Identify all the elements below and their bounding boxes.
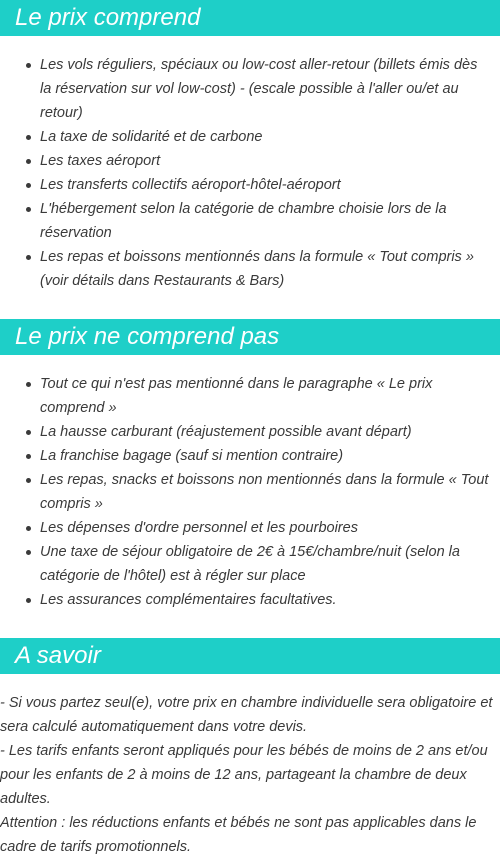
list-item: Les taxes aéroport bbox=[40, 149, 490, 173]
bullet-icon bbox=[26, 207, 31, 212]
included-list bbox=[0, 53, 500, 293]
section-included-title: Le prix comprend bbox=[0, 0, 500, 36]
bullet-icon bbox=[26, 478, 31, 483]
bullet-icon bbox=[26, 63, 31, 68]
info-paragraph: Attention : les réductions enfants et bébés ne sont pas applicables dans le cadre de tarifs promotionnels. bbox=[0, 815, 477, 855]
list-item: Une taxe de séjour obligatoire de 2€ à 15€/chambre/nuit (selon la catégorie de l'hôtel) est à régler sur place bbox=[40, 540, 490, 588]
bullet-icon bbox=[26, 550, 31, 555]
bullet-icon bbox=[26, 598, 31, 603]
section-excluded-title: Le prix ne comprend pas bbox=[0, 319, 500, 355]
list-item: Les vols réguliers, spéciaux ou low-cost aller-retour (billets émis dès la réservation sur vol low-cost) - (escale possible à l'aller ou/et au retour) bbox=[40, 53, 490, 125]
bullet-icon bbox=[26, 159, 31, 164]
list-item: Tout ce qui n'est pas mentionné dans le paragraphe « Le prix comprend » bbox=[40, 372, 490, 420]
bullet-icon bbox=[26, 430, 31, 435]
list-item: Les assurances complémentaires facultatives. bbox=[40, 588, 490, 612]
info-text bbox=[0, 691, 500, 859]
info-paragraph: - Si vous partez seul(e), votre prix en chambre individuelle sera obligatoire et sera calculé automatiquement dans votre devis. bbox=[0, 695, 493, 735]
list-item: Les transferts collectifs aéroport-hôtel-aéroport bbox=[40, 173, 490, 197]
list-item: L'hébergement selon la catégorie de chambre choisie lors de la réservation bbox=[40, 197, 490, 245]
list-item: La franchise bagage (sauf si mention contraire) bbox=[40, 444, 490, 468]
bullet-icon bbox=[26, 526, 31, 531]
section-info-title: A savoir bbox=[0, 638, 500, 674]
list-item: Les dépenses d'ordre personnel et les pourboires bbox=[40, 516, 490, 540]
bullet-icon bbox=[26, 454, 31, 459]
list-item: La hausse carburant (réajustement possible avant départ) bbox=[40, 420, 490, 444]
excluded-list bbox=[0, 372, 500, 612]
info-paragraph: - Les tarifs enfants seront appliqués pour les bébés de moins de 2 ans et/ou pour les enfants de 2 à moins de 12 ans, partageant la chambre de deux adultes. bbox=[0, 743, 488, 807]
bullet-icon bbox=[26, 382, 31, 387]
bullet-icon bbox=[26, 255, 31, 260]
list-item: Les repas et boissons mentionnés dans la formule « Tout compris » (voir détails dans Restaurants & Bars) bbox=[40, 245, 490, 293]
section-excluded bbox=[0, 319, 500, 612]
section-info bbox=[0, 638, 500, 859]
bullet-icon bbox=[26, 183, 31, 188]
list-item: La taxe de solidarité et de carbone bbox=[40, 125, 490, 149]
section-included bbox=[0, 0, 500, 293]
list-item: Les repas, snacks et boissons non mentionnés dans la formule « Tout compris » bbox=[40, 468, 490, 516]
bullet-icon bbox=[26, 135, 31, 140]
